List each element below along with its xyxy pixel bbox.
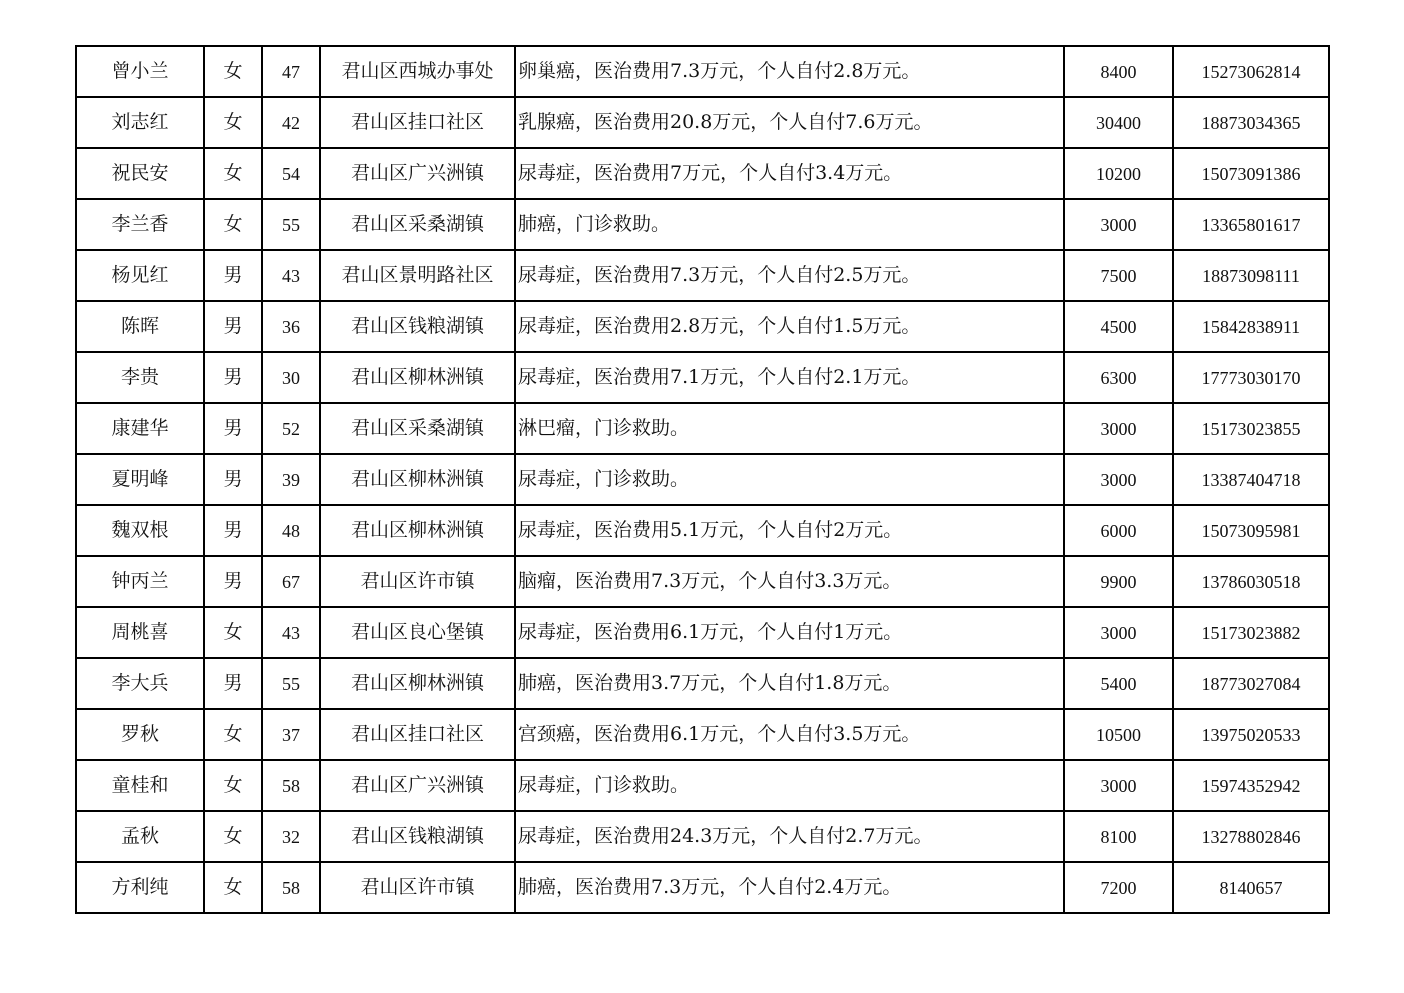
table-row — [76, 454, 1329, 505]
address-cell: 君山区采桑湖镇 — [320, 403, 515, 454]
phone-cell: 13387404718 — [1173, 454, 1329, 505]
phone-cell: 13975020533 — [1173, 709, 1329, 760]
phone-cell: 18773027084 — [1173, 658, 1329, 709]
condition-cell: 肺癌，医治费用3.7万元，个人自付1.8万元。 — [515, 658, 1064, 709]
age-cell: 52 — [262, 403, 320, 454]
amount-cell: 8100 — [1064, 811, 1173, 862]
name-cell: 钟丙兰 — [76, 556, 204, 607]
gender-cell: 男 — [204, 505, 262, 556]
phone-cell: 13278802846 — [1173, 811, 1329, 862]
condition-cell: 尿毒症，门诊救助。 — [515, 760, 1064, 811]
name-cell: 周桃喜 — [76, 607, 204, 658]
gender-cell: 男 — [204, 658, 262, 709]
address-cell: 君山区西城办事处 — [320, 46, 515, 97]
gender-cell: 女 — [204, 607, 262, 658]
table-body — [76, 46, 1329, 913]
phone-cell: 15073095981 — [1173, 505, 1329, 556]
gender-cell: 女 — [204, 811, 262, 862]
condition-cell: 肺癌，医治费用7.3万元，个人自付2.4万元。 — [515, 862, 1064, 913]
age-cell: 43 — [262, 250, 320, 301]
amount-cell: 6000 — [1064, 505, 1173, 556]
condition-cell: 宫颈癌，医治费用6.1万元，个人自付3.5万元。 — [515, 709, 1064, 760]
condition-cell: 脑瘤，医治费用7.3万元，个人自付3.3万元。 — [515, 556, 1064, 607]
table-row — [76, 97, 1329, 148]
age-cell: 54 — [262, 148, 320, 199]
condition-cell: 尿毒症，医治费用7.1万元，个人自付2.1万元。 — [515, 352, 1064, 403]
age-cell: 30 — [262, 352, 320, 403]
condition-cell: 淋巴瘤，门诊救助。 — [515, 403, 1064, 454]
gender-cell: 女 — [204, 760, 262, 811]
table-row — [76, 148, 1329, 199]
amount-cell: 9900 — [1064, 556, 1173, 607]
name-cell: 孟秋 — [76, 811, 204, 862]
condition-cell: 尿毒症，门诊救助。 — [515, 454, 1064, 505]
address-cell: 君山区挂口社区 — [320, 97, 515, 148]
age-cell: 58 — [262, 862, 320, 913]
table-row — [76, 403, 1329, 454]
phone-cell: 15842838911 — [1173, 301, 1329, 352]
condition-cell: 卵巢癌，医治费用7.3万元，个人自付2.8万元。 — [515, 46, 1064, 97]
age-cell: 42 — [262, 97, 320, 148]
address-cell: 君山区许市镇 — [320, 556, 515, 607]
name-cell: 方利纯 — [76, 862, 204, 913]
gender-cell: 男 — [204, 250, 262, 301]
age-cell: 55 — [262, 199, 320, 250]
phone-cell: 15173023882 — [1173, 607, 1329, 658]
amount-cell: 10200 — [1064, 148, 1173, 199]
address-cell: 君山区采桑湖镇 — [320, 199, 515, 250]
table-row — [76, 658, 1329, 709]
amount-cell: 7500 — [1064, 250, 1173, 301]
age-cell: 37 — [262, 709, 320, 760]
name-cell: 罗秋 — [76, 709, 204, 760]
gender-cell: 女 — [204, 199, 262, 250]
phone-cell: 18873098111 — [1173, 250, 1329, 301]
gender-cell: 女 — [204, 46, 262, 97]
address-cell: 君山区柳林洲镇 — [320, 505, 515, 556]
phone-cell: 18873034365 — [1173, 97, 1329, 148]
table-row — [76, 556, 1329, 607]
condition-cell: 尿毒症，医治费用6.1万元，个人自付1万元。 — [515, 607, 1064, 658]
name-cell: 李贵 — [76, 352, 204, 403]
condition-cell: 尿毒症，医治费用24.3万元，个人自付2.7万元。 — [515, 811, 1064, 862]
address-cell: 君山区钱粮湖镇 — [320, 301, 515, 352]
gender-cell: 男 — [204, 556, 262, 607]
address-cell: 君山区挂口社区 — [320, 709, 515, 760]
name-cell: 陈晖 — [76, 301, 204, 352]
address-cell: 君山区广兴洲镇 — [320, 760, 515, 811]
age-cell: 43 — [262, 607, 320, 658]
table-row — [76, 607, 1329, 658]
address-cell: 君山区许市镇 — [320, 862, 515, 913]
phone-cell: 15273062814 — [1173, 46, 1329, 97]
gender-cell: 男 — [204, 352, 262, 403]
amount-cell: 3000 — [1064, 403, 1173, 454]
amount-cell: 4500 — [1064, 301, 1173, 352]
aid-recipients-table — [75, 45, 1330, 914]
address-cell: 君山区广兴洲镇 — [320, 148, 515, 199]
age-cell: 48 — [262, 505, 320, 556]
age-cell: 67 — [262, 556, 320, 607]
gender-cell: 男 — [204, 403, 262, 454]
name-cell: 杨见红 — [76, 250, 204, 301]
address-cell: 君山区柳林洲镇 — [320, 352, 515, 403]
phone-cell: 15073091386 — [1173, 148, 1329, 199]
gender-cell: 女 — [204, 709, 262, 760]
name-cell: 童桂和 — [76, 760, 204, 811]
age-cell: 39 — [262, 454, 320, 505]
condition-cell: 乳腺癌，医治费用20.8万元，个人自付7.6万元。 — [515, 97, 1064, 148]
gender-cell: 男 — [204, 454, 262, 505]
phone-cell: 15173023855 — [1173, 403, 1329, 454]
amount-cell: 3000 — [1064, 760, 1173, 811]
condition-cell: 尿毒症，医治费用2.8万元，个人自付1.5万元。 — [515, 301, 1064, 352]
address-cell: 君山区良心堡镇 — [320, 607, 515, 658]
name-cell: 刘志红 — [76, 97, 204, 148]
amount-cell: 7200 — [1064, 862, 1173, 913]
gender-cell: 女 — [204, 148, 262, 199]
amount-cell: 3000 — [1064, 454, 1173, 505]
age-cell: 36 — [262, 301, 320, 352]
name-cell: 李大兵 — [76, 658, 204, 709]
table-row — [76, 301, 1329, 352]
amount-cell: 6300 — [1064, 352, 1173, 403]
name-cell: 祝民安 — [76, 148, 204, 199]
condition-cell: 尿毒症，医治费用7.3万元，个人自付2.5万元。 — [515, 250, 1064, 301]
name-cell: 李兰香 — [76, 199, 204, 250]
address-cell: 君山区柳林洲镇 — [320, 658, 515, 709]
table-row — [76, 352, 1329, 403]
age-cell: 32 — [262, 811, 320, 862]
gender-cell: 女 — [204, 97, 262, 148]
address-cell: 君山区柳林洲镇 — [320, 454, 515, 505]
amount-cell: 3000 — [1064, 199, 1173, 250]
phone-cell: 13365801617 — [1173, 199, 1329, 250]
phone-cell: 15974352942 — [1173, 760, 1329, 811]
amount-cell: 8400 — [1064, 46, 1173, 97]
gender-cell: 男 — [204, 301, 262, 352]
name-cell: 魏双根 — [76, 505, 204, 556]
condition-cell: 尿毒症，医治费用7万元，个人自付3.4万元。 — [515, 148, 1064, 199]
table-row — [76, 811, 1329, 862]
amount-cell: 3000 — [1064, 607, 1173, 658]
name-cell: 夏明峰 — [76, 454, 204, 505]
condition-cell: 肺癌，门诊救助。 — [515, 199, 1064, 250]
condition-cell: 尿毒症，医治费用5.1万元，个人自付2万元。 — [515, 505, 1064, 556]
address-cell: 君山区景明路社区 — [320, 250, 515, 301]
table-row — [76, 46, 1329, 97]
phone-cell: 8140657 — [1173, 862, 1329, 913]
name-cell: 康建华 — [76, 403, 204, 454]
table-row — [76, 250, 1329, 301]
table-row — [76, 760, 1329, 811]
age-cell: 47 — [262, 46, 320, 97]
table-row — [76, 505, 1329, 556]
age-cell: 58 — [262, 760, 320, 811]
age-cell: 55 — [262, 658, 320, 709]
amount-cell: 10500 — [1064, 709, 1173, 760]
table-row — [76, 199, 1329, 250]
phone-cell: 17773030170 — [1173, 352, 1329, 403]
address-cell: 君山区钱粮湖镇 — [320, 811, 515, 862]
table-row — [76, 862, 1329, 913]
table-row — [76, 709, 1329, 760]
amount-cell: 30400 — [1064, 97, 1173, 148]
phone-cell: 13786030518 — [1173, 556, 1329, 607]
amount-cell: 5400 — [1064, 658, 1173, 709]
gender-cell: 女 — [204, 862, 262, 913]
name-cell: 曾小兰 — [76, 46, 204, 97]
